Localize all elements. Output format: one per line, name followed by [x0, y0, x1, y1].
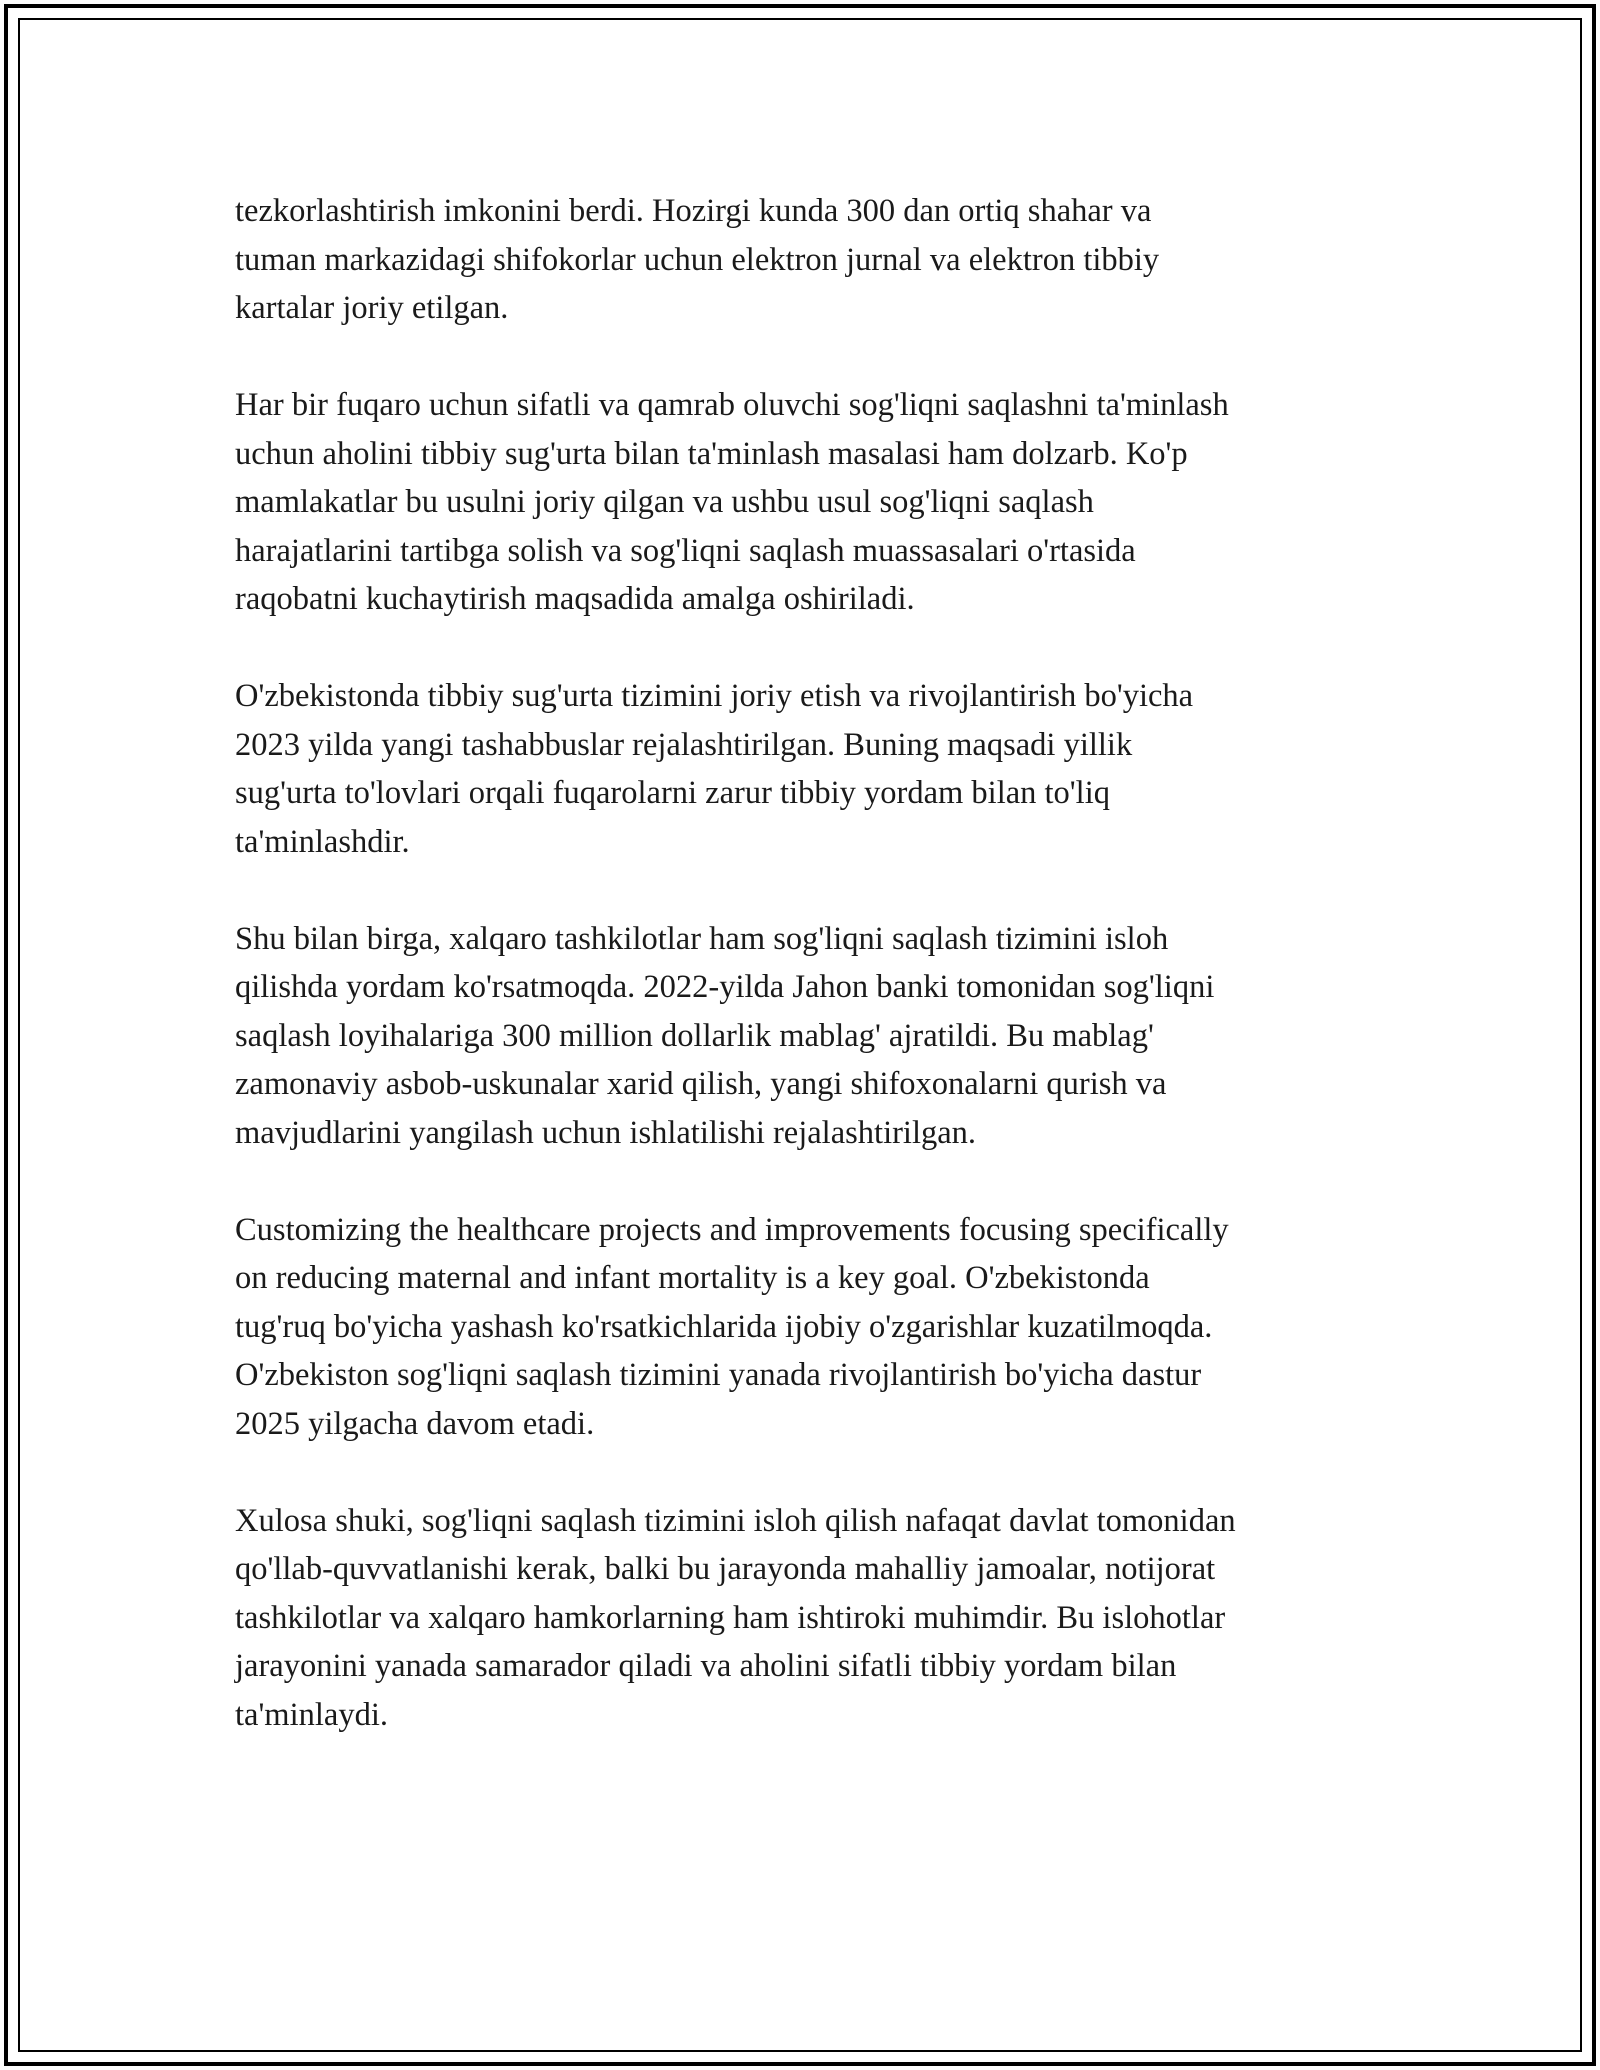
document-body	[235, 187, 1365, 1788]
paragraph: Xulosa shuki, sog'liqni saqlash tizimini isloh qilish nafaqat davlat tomonidan qo'llab-quvvatlanishi kerak, balki bu jarayonda mahalliy jamoalar, notijorat tashkilotlar va xalqaro hamkorlarning ham ishtiroki muhimdir. Bu islohotlar jarayonini yanada samarador qiladi va aholini sifatli tibbiy yordam bilan ta'minlaydi.	[235, 1502, 1236, 1733]
paragraph: Shu bilan birga, xalqaro tashkilotlar ham sog'liqni saqlash tizimini isloh qilishda yordam ko'rsatmoqda. 2022-yilda Jahon banki tomonidan sog'liqni saqlash loyihalariga 300 million dollarlik mablag' ajratildi. Bu mablag' zamonaviy asbob-uskunalar xarid qilish, yangi shifoxonalarni qurish va mavjudlarini yangilash uchun ishlatilishi rejalashtirilgan.	[235, 920, 1215, 1151]
paragraph: O'zbekistonda tibbiy sug'urta tizimini joriy etish va rivojlantirish bo'yicha 2023 yilda yangi tashabbuslar rejalashtirilgan. Buning maqsadi yillik sug'urta to'lovlari orqali fuqarolarni zarur tibbiy yordam bilan to'liq ta'minlashdir.	[235, 678, 1194, 860]
paragraph: tezkorlashtirish imkonini berdi. Hozirgi kunda 300 dan ortiq shahar va tuman markazidagi shifokorlar uchun elektron jurnal va elektron tibbiy kartalar joriy etilgan.	[235, 193, 1160, 326]
paragraph: Customizing the healthcare projects and improvements focusing specifically on reducing maternal and infant mortality is a key goal. O'zbekistonda tug'ruq bo'yicha yashash ko'rsatkichlarida ijobiy o'zgarishlar kuzatilmoqda. O'zbekiston sog'liqni saqlash tizimini yanada rivojlantirish bo'yicha dastur 2025 yilgacha davom etadi.	[235, 1211, 1229, 1442]
paragraph: Har bir fuqaro uchun sifatli va qamrab oluvchi sog'liqni saqlashni ta'minlash uchun aholini tibbiy sug'urta bilan ta'minlash masalasi ham dolzarb. Ko'p mamlakatlar bu usulni joriy qilgan va ushbu usul sog'liqni saqlash harajatlarini tartibga solish va sog'liqni saqlash muassasalari o'rtasida raqobatni kuchaytirish maqsadida amalga oshiriladi.	[235, 387, 1229, 617]
